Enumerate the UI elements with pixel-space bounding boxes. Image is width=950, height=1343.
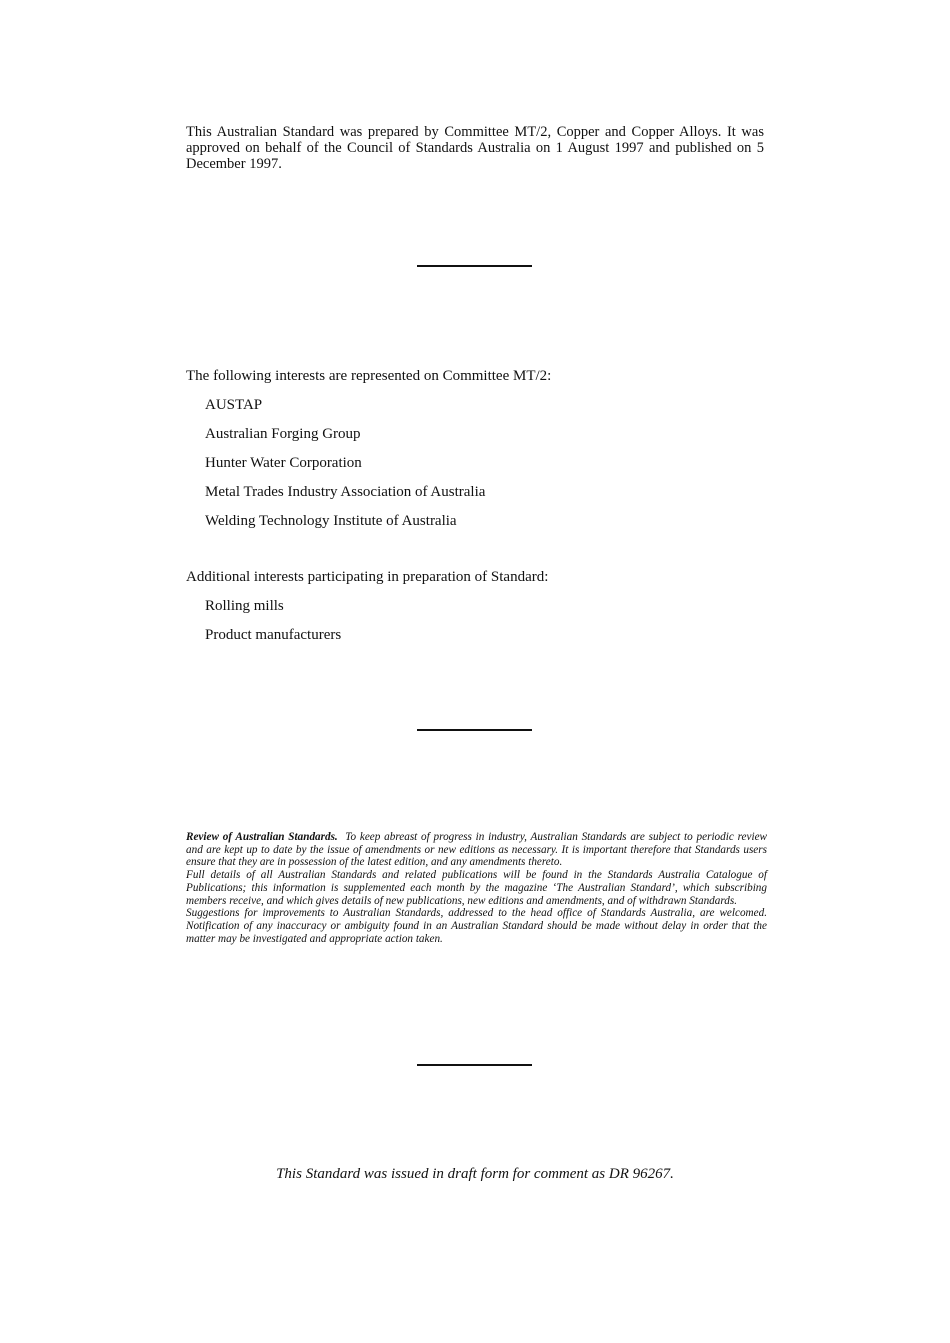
committee-interests-intro: The following interests are represented on Committee MT/2: [186, 368, 552, 384]
list-item: Rolling mills [205, 598, 284, 614]
list-item: Welding Technology Institute of Australia [205, 513, 457, 529]
list-item: Hunter Water Corporation [205, 455, 362, 471]
list-item: Australian Forging Group [205, 426, 361, 442]
committee-interests-list [186, 396, 764, 530]
review-paragraph-1 [186, 831, 767, 869]
review-paragraph-2: Full details of all Australian Standards and related publications will be found in the Standards Australia Catalogue of Publications; this information is supplemented each month by the magazine ‘The Australian Standard’, which subscribing members receive, and which gives details of new publications, new editions and amendments, and of withdrawn Standards. [186, 869, 767, 907]
additional-interests-intro: Additional interests participating in preparation of Standard: [186, 569, 549, 585]
section-divider [417, 1064, 532, 1066]
list-item: AUSTAP [205, 397, 263, 413]
draft-note: This Standard was issued in draft form for comment as DR 96267. [276, 1166, 674, 1182]
review-notice [186, 831, 767, 945]
review-paragraph-3: Suggestions for improvements to Australian Standards, addressed to the head office of Standards Australia, are welcomed. Notification of any inaccuracy or ambiguity found in an Australian Standard should be made without delay in order that the matter may be investigated and appropriate action taken. [186, 907, 767, 945]
preparation-statement: This Australian Standard was prepared by Committee MT/2, Copper and Copper Alloys. It was approved on behalf of the Council of Standards Australia on 1 August 1997 and published on 5 December 1997. [186, 124, 764, 172]
list-item: Metal Trades Industry Association of Australia [205, 484, 486, 500]
additional-interests-list [186, 597, 764, 644]
review-heading: Review of Australian Standards. [186, 831, 338, 843]
section-divider [417, 729, 532, 731]
section-divider [417, 265, 532, 267]
committee-interests [186, 367, 764, 530]
additional-interests [186, 568, 764, 644]
review-paragraph-1-text: To keep abreast of progress in industry, Australian Standards are subject to periodic review and are kept up to date by the issue of amendments or new editions as necessary. It is important therefore that Standards users ensure that they are in possession of the latest edition, and any amendments thereto. [186, 831, 768, 869]
list-item: Product manufacturers [205, 627, 342, 643]
